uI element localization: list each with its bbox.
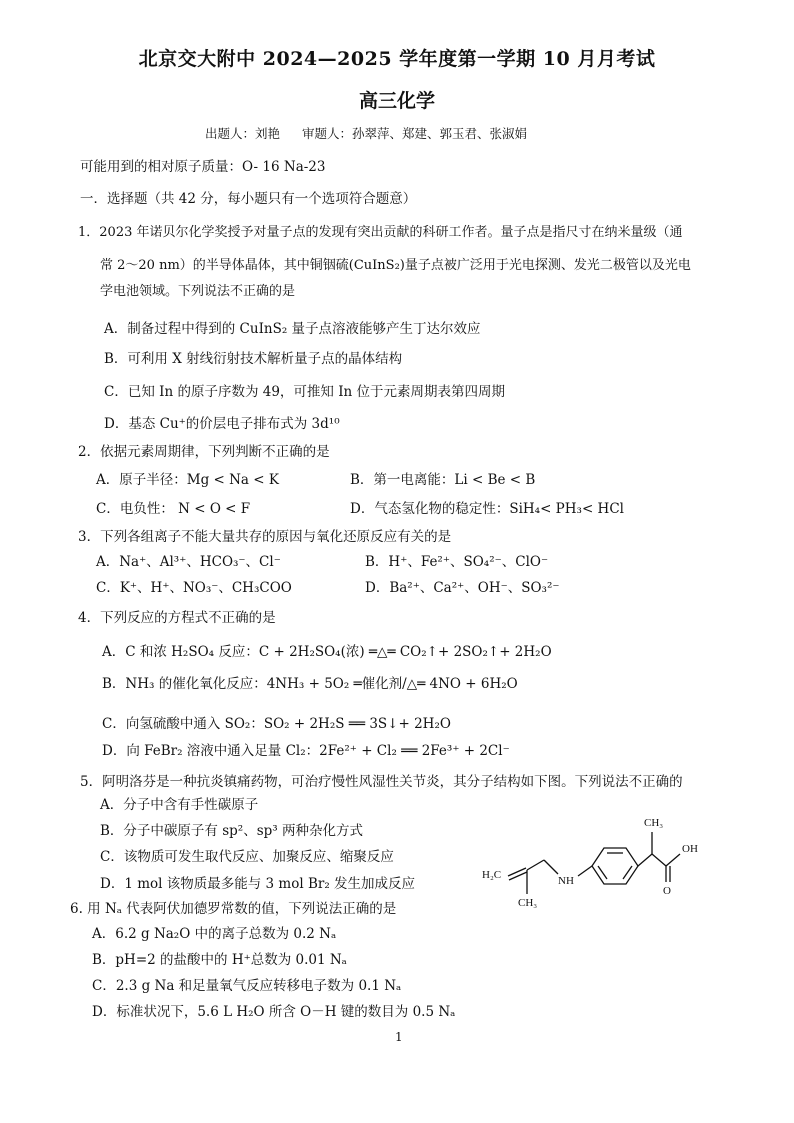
q3-option-a: A．Na⁺、Al³⁺、HCO₃⁻、Cl⁻ xyxy=(96,554,281,570)
q6-stem: 6. 用 Nₐ 代表阿伏加德罗常数的值，下列说法正确的是 xyxy=(70,901,397,917)
q2-option-b: B．第一电离能：Li < Be < B xyxy=(350,472,536,488)
section-heading: 一．选择题（共 42 分，每小题只有一个选项符合题意） xyxy=(80,191,417,207)
exam-subject: 高三化学 xyxy=(358,90,435,112)
double-bond-1 xyxy=(508,868,526,876)
n-ring-bond xyxy=(578,866,592,876)
q1-stem-line-2: 常 2～20 nm）的半导体晶体，其中铜铟硫(CuInS₂)量子点被广泛用于光电探测、发光二极管以及光电 xyxy=(100,258,691,273)
q4-stem: 4．下列反应的方程式不正确的是 xyxy=(78,610,276,626)
q3-stem: 3．下列各组离子不能大量共存的原因与氧化还原反应有关的是 xyxy=(78,529,452,545)
q3-option-b: B．H⁺、Fe²⁺、SO₄²⁻、ClO⁻ xyxy=(365,554,549,570)
q1-stem-line-1: 1．2023 年诺贝尔化学奖授予对量子点的发现有突出贡献的科研工作者。量子点是指尺寸在纳米量级（通 xyxy=(78,225,683,240)
double-bond-2 xyxy=(509,872,527,880)
q2-option-c: C．电负性： N < O < F xyxy=(96,501,251,517)
q1-stem-line-3: 学电池领域。下列说法不正确的是 xyxy=(100,284,296,299)
page-number: 1 xyxy=(395,1030,403,1044)
ch2-n-bond xyxy=(544,860,558,874)
c-ch2-bond xyxy=(527,860,544,870)
q1-option-c: C．已知 In 的原子序数为 49，可推知 In 位于元素周期表第四周期 xyxy=(104,384,506,400)
c-oh-bond xyxy=(666,854,680,866)
ch-cooh-bond xyxy=(652,854,666,866)
q6-option-a: A．6.2 g Na₂O 中的离子总数为 0.2 Nₐ xyxy=(92,926,337,942)
atomic-mass-note: 可能用到的相对原子质量：O- 16 Na-23 xyxy=(80,159,326,175)
q4-option-d: D．向 FeBr₂ 溶液中通入足量 Cl₂：2Fe²⁺ + Cl₂ ══ 2Fe³⁺ + 2Cl⁻ xyxy=(102,743,510,759)
q5-option-b: B．分子中碳原子有 sp²、sp³ 两种杂化方式 xyxy=(100,823,363,839)
q5-stem: 5．阿明洛芬是一种抗炎镇痛药物，可治疗慢性风湿性关节炎，其分子结构如下图。下列说法不正确的 xyxy=(80,774,683,790)
q1-option-d: D．基态 Cu⁺的价层电子排布式为 3d¹⁰ xyxy=(104,416,340,432)
q4-option-a: A．C 和浓 H₂SO₄ 反应：C + 2H₂SO₄(浓) ═△═ CO₂↑+ 2SO₂↑+ 2H₂O xyxy=(102,644,552,660)
q2-option-a: A．原子半径：Mg < Na < K xyxy=(96,472,279,488)
q4-option-c: C．向氢硫酸中通入 SO₂：SO₂ + 2H₂S ══ 3S↓+ 2H₂O xyxy=(102,716,451,732)
exam-title: 北京交大附中 2024—2025 学年度第一学期 10 月月考试 xyxy=(138,48,656,70)
q4-option-b: B．NH₃ 的催化氧化反应：4NH₃ + 5O₂ ═催化剂/△═ 4NO + 6H₂O xyxy=(102,676,518,692)
q2-stem: 2．依据元素周期律，下列判断不正确的是 xyxy=(78,444,330,460)
q5-option-c: C．该物质可发生取代反应、加聚反应、缩聚反应 xyxy=(100,849,394,865)
q5-option-d: D．1 mol 该物质最多能与 3 mol Br₂ 发生加成反应 xyxy=(100,876,416,892)
label-nh: NH xyxy=(558,875,574,887)
q6-option-d: D．标准状况下，5.6 L H₂O 所含 O－H 键的数目为 0.5 Nₐ xyxy=(92,1004,456,1020)
reviewers: 审题人：孙翠萍、郑建、郭玉君、张淑娟 xyxy=(302,126,528,141)
q5-option-a: A．分子中含有手性碳原子 xyxy=(100,797,259,813)
ring-ch-bond xyxy=(638,854,652,866)
q1-option-b: B．可利用 X 射线衍射技术解析量子点的晶体结构 xyxy=(104,351,403,367)
label-oh: OH xyxy=(682,843,698,855)
label-h2c: H₂C xyxy=(482,869,502,881)
authors-line xyxy=(205,124,545,142)
author: 出题人：刘艳 xyxy=(205,126,281,141)
q2-option-d: D．气态氢化物的稳定性：SiH₄< PH₃< HCl xyxy=(350,501,624,517)
label-ch3-top: CH₃ xyxy=(644,817,664,829)
q6-option-b: B．pH=2 的盐酸中的 H⁺总数为 0.01 Nₐ xyxy=(92,952,347,968)
q3-option-d: D．Ba²⁺、Ca²⁺、OH⁻、SO₃²⁻ xyxy=(365,580,560,596)
label-ch3-bottom: CH₃ xyxy=(518,897,538,909)
q3-option-c: C．K⁺、H⁺、NO₃⁻、CH₃COO xyxy=(96,580,292,596)
q1-option-a: A．制备过程中得到的 CuInS₂ 量子点溶液能够产生丁达尔效应 xyxy=(104,321,481,337)
molecular-structure-diagram xyxy=(478,808,738,918)
label-o: O xyxy=(663,885,671,897)
q6-option-c: C．2.3 g Na 和足量氧气反应转移电子数为 0.1 Nₐ xyxy=(92,978,402,994)
